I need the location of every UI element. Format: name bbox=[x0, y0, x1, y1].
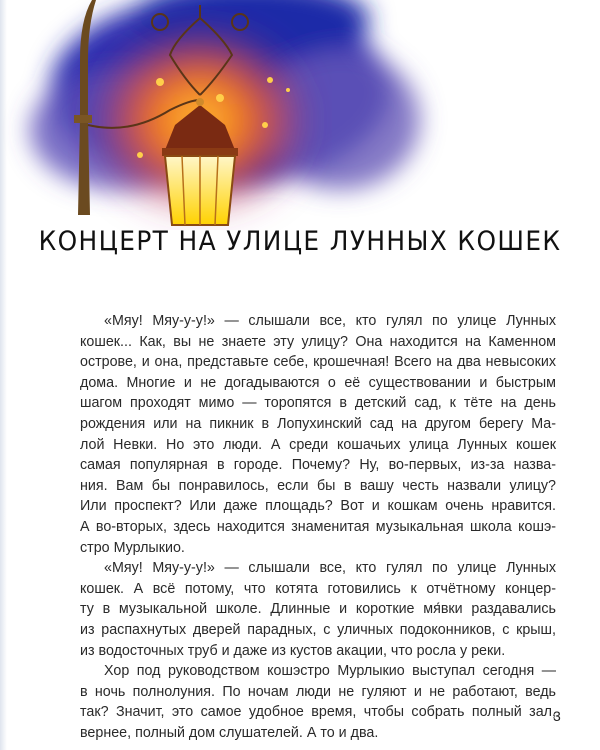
chapter-title: КОНЦЕРТ НА УЛИЦЕ ЛУННЫХ КОШЕК bbox=[38, 226, 562, 257]
page-number: 3 bbox=[553, 708, 561, 724]
text-line: самая популярная в городе. Почему? Ну, во-первых, из-за назва- bbox=[80, 457, 556, 474]
text-line: ния. Вам бы понравилось, если бы в вашу честь назвали улицу? bbox=[80, 477, 556, 494]
text-line: острове, и она, представьте себе, крошечная! Всего на два невысоких bbox=[80, 354, 556, 371]
story-text bbox=[80, 311, 556, 743]
text-line: стро Мурлыкио. bbox=[80, 539, 185, 556]
street-lamp-illustration bbox=[0, 0, 600, 230]
text-line: ту в музыкальной школе. Длинные и короткие мя́вки раздавались bbox=[80, 601, 556, 618]
text-line: вернее, полный дом слушателей. А то и два. bbox=[80, 724, 379, 741]
text-line: кошек. А всё потому, что котята готовились к отчётному концер- bbox=[80, 580, 556, 597]
text-line: кошек... Как, вы не знаете эту улицу? Она находится на Каменном bbox=[80, 333, 556, 350]
text-line: Хор под руководством кошэстро Мурлыкио выступал сегодня — bbox=[104, 663, 556, 680]
text-line: дома. Многие и не догадываются о её существовании и быстрым bbox=[80, 374, 556, 391]
text-line: шагом проходят мимо — торопятся в детский сад, к тёте на день bbox=[80, 395, 556, 412]
text-line: Или проспект? Или даже площадь? Вот и кошкам очень нравится. bbox=[80, 498, 556, 515]
text-line: «Мяу! Мяу-у-у!» — слышали все, кто гулял по улице Лунных bbox=[104, 313, 556, 329]
text-line: так? Значит, это самое удобное время, чтобы собрать полный зал, bbox=[80, 704, 556, 721]
text-line: А во-вторых, здесь находится знаменитая музыкальная школа кошэ- bbox=[80, 518, 556, 535]
text-line: рождения или на пикник в Лопухинский сад на другом берегу Ма- bbox=[80, 415, 556, 432]
text-line: «Мяу! Мяу-у-у!» — слышали все, кто гулял по улице Лунных bbox=[104, 560, 556, 577]
text-line: из распахнутых дверей парадных, с уличных подоконников, с крыш, bbox=[80, 621, 556, 638]
text-line: в ночь полнолуния. По ночам люди не гуляют и не работают, ведь bbox=[80, 683, 556, 700]
text-line: лой Невки. Но это люди. А среди кошачьих улица Лунных кошек bbox=[80, 436, 556, 453]
text-line: из водосточных труб и даже из кустов акации, что росла у реки. bbox=[80, 642, 506, 659]
